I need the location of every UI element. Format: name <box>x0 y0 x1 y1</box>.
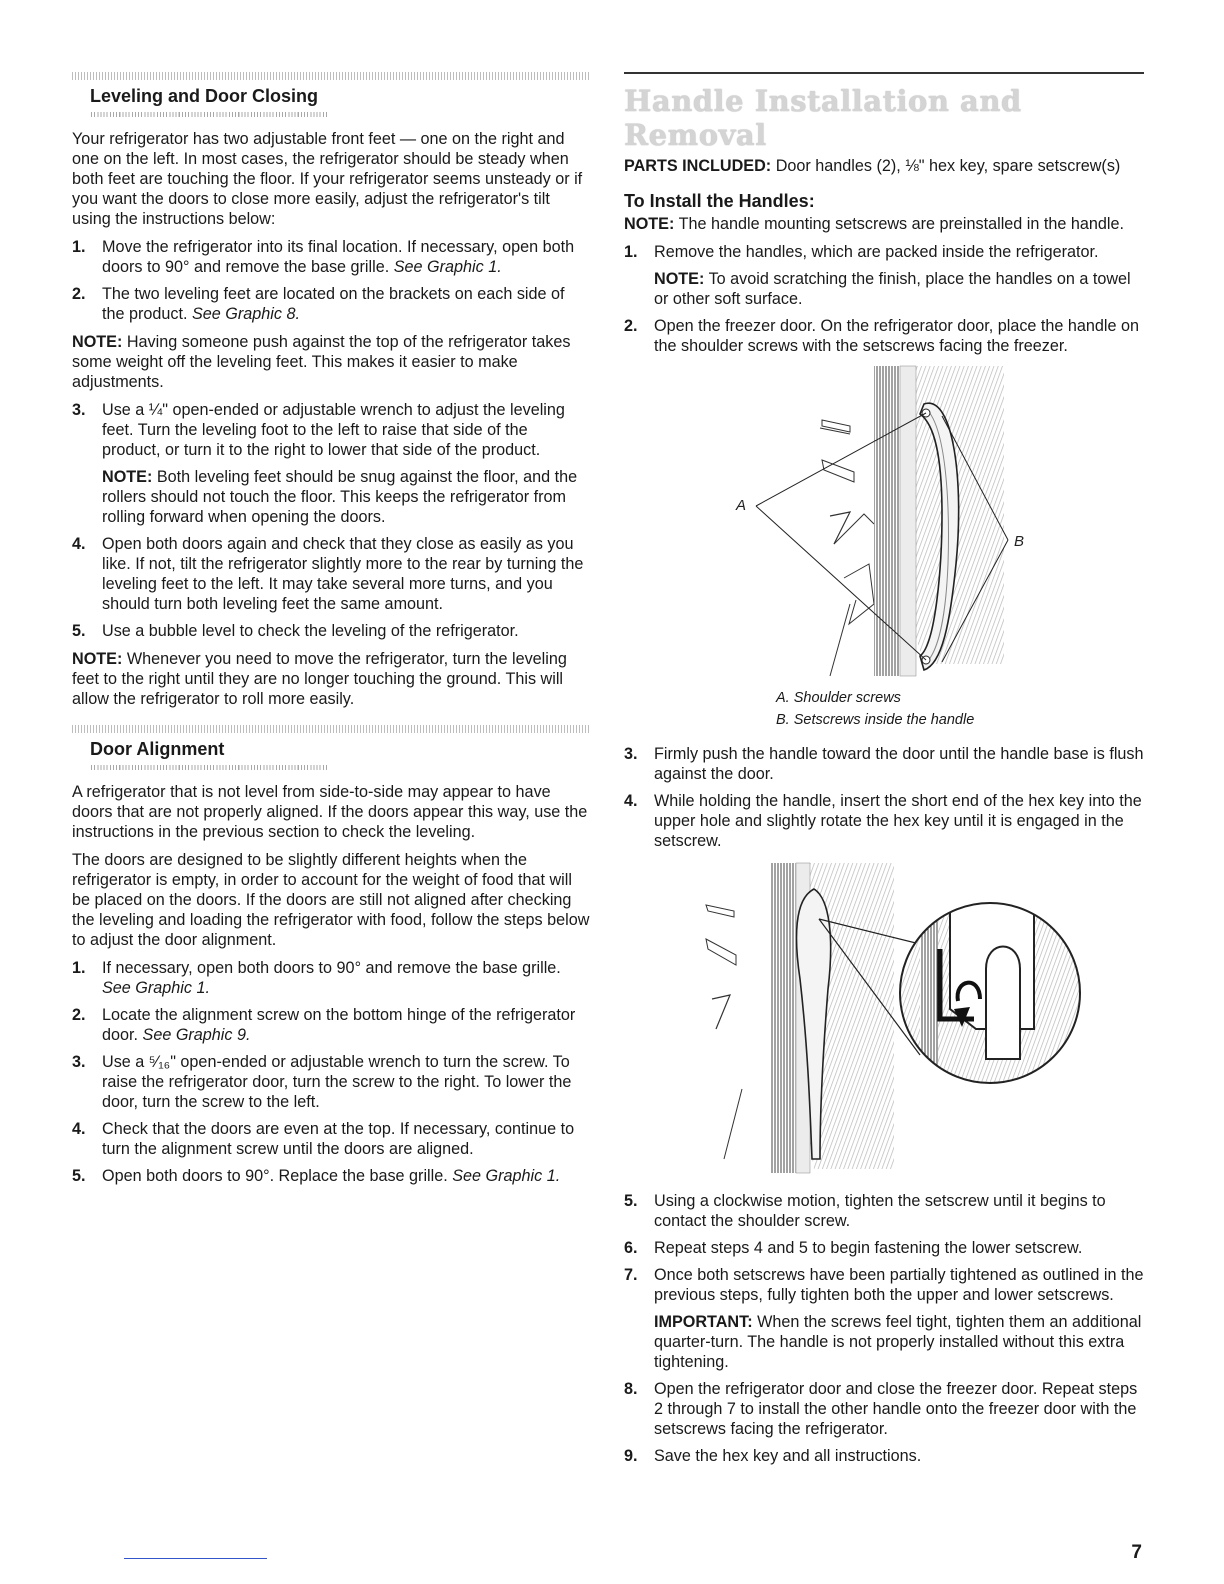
list-item: 1. If necessary, open both doors to 90° and remove the base grille. See Graphic 1. <box>72 959 561 997</box>
list-item: 1. Move the refrigerator into its final location. If necessary, open both doors to 90° and remove the base grille. See Graphic 1. <box>72 238 575 276</box>
leveling-note-1: NOTE: Having someone push against the top of the refrigerator takes some weight off the leveling feet. This makes it easier to make adjustments. <box>72 333 571 391</box>
page-title: Handle Installation and Removal <box>624 72 1144 152</box>
left-column <box>72 72 590 1194</box>
list-item: 4. Check that the doors are even at the top. If necessary, continue to turn the alignment screw until the doors are aligned. <box>72 1120 575 1158</box>
list-item: 3. Use a ¼" open-ended or adjustable wrench to adjust the leveling feet. Turn the leveling foot to the left to raise that side of the product, or turn it to the right to lower that side of the product. NOTE: Both leveling feet should be snug against the floor, and the rollers should not touch the floor. This keeps the refrigerator from rolling forward when opening the doors. <box>72 400 590 527</box>
list-item: 6. Repeat steps 4 and 5 to begin fastening the lower setscrew. <box>624 1239 1083 1257</box>
list-item: 9. Save the hex key and all instructions. <box>624 1447 922 1465</box>
handle-figure-2 <box>624 859 1144 1179</box>
handle-illustration-1 <box>624 364 1144 686</box>
list-item: 5. Using a clockwise motion, tighten the setscrew until it begins to contact the shoulder screw. <box>624 1192 1106 1230</box>
list-item: 7. Once both setscrews have been partially tightened as outlined in the previous steps, fully tighten both the upper and lower setscrews. IMPORTANT: When the screws feel tight, tighten them an additional quarter-turn. The handle is not properly installed without this extra tightening. <box>624 1266 1144 1371</box>
list-item: 4. Open both doors again and check that they close as easily as you like. If not, tilt the refrigerator slightly more to the rear by turning the leveling feet to the left. It may take several more turns, and you should turn both leveling feet the same amount. <box>72 535 584 613</box>
install-steps-b <box>624 744 1144 851</box>
list-item: 2. Open the freezer door. On the refrigerator door, place the handle on the shoulder screws with the setscrews facing the freezer. <box>624 317 1140 355</box>
list-item: 8. Open the refrigerator door and close the freezer door. Repeat steps 2 through 7 to install the other handle onto the freezer door with the setscrews facing the refrigerator. <box>624 1380 1138 1438</box>
step-note: IMPORTANT: When the screws feel tight, tighten them an additional quarter-turn. The handle is not properly installed without this extra tightening. <box>654 1313 1142 1371</box>
step-note: NOTE: To avoid scratching the finish, place the handles on a towel or other soft surface. <box>654 270 1131 308</box>
section-divider <box>72 725 590 733</box>
label-a: A <box>736 497 747 514</box>
install-steps-c <box>624 1191 1144 1466</box>
list-item: 3. Use a ⁵⁄₁₆" open-ended or adjustable wrench to turn the screw. To raise the refrigerator door, turn the screw to the right. To lower the door, turn the screw to the left. <box>72 1053 572 1111</box>
install-heading: To Install the Handles: <box>624 191 815 211</box>
list-item: 5. Open both doors to 90°. Replace the base grille. See Graphic 1. <box>72 1167 561 1185</box>
list-item: 2. Locate the alignment screw on the bottom hinge of the refrigerator door. See Graphic 9. <box>72 1006 576 1044</box>
list-item: 5. Use a bubble level to check the leveling of the refrigerator. <box>72 622 519 640</box>
right-column <box>624 72 1144 1474</box>
leveling-note-2: NOTE: Whenever you need to move the refrigerator, turn the leveling feet to the right until they are no longer touching the ground. This will allow the refrigerator to roll more easily. <box>72 650 567 708</box>
list-item: 4. While holding the handle, insert the short end of the hex key into the upper hole and slightly rotate the hex key until it is engaged in the setscrew. <box>624 792 1142 850</box>
footer-rule <box>124 1558 267 1559</box>
leveling-heading: Leveling and Door Closing <box>90 86 319 106</box>
list-item: 3. Firmly push the handle toward the door until the handle base is flush against the door. <box>624 745 1144 783</box>
leveling-intro: Your refrigerator has two adjustable front feet — one on the right and one on the left. In most cases, the refrigerator should be steady when both feet are touching the floor. If your refrigerator seems unsteady or if you want the doors to close more easily, adjust the refrigerator's tilt using the instructions below: <box>72 130 583 228</box>
parts-included: PARTS INCLUDED: Door handles (2), ⅛" hex key, spare setscrew(s) <box>624 157 1121 175</box>
label-b: B <box>1014 533 1025 550</box>
alignment-steps <box>72 958 590 1186</box>
install-steps-a <box>624 242 1144 356</box>
install-note: NOTE: The handle mounting setscrews are preinstalled in the handle. <box>624 215 1125 233</box>
list-item: 2. The two leveling feet are located on the brackets on each side of the product. See Graphic 8. <box>72 285 565 323</box>
page-number: 7 <box>1131 1542 1142 1563</box>
alignment-p2: The doors are designed to be slightly different heights when the refrigerator is empty, in order to account for the weight of food that will be placed on the doors. If the doors are still not aligned after checking the leveling and loading the refrigerator with food, follow the steps below to adjust the door alignment. <box>72 851 590 949</box>
leveling-steps-a <box>72 237 590 324</box>
figure-caption-b: B. Setscrews inside the handle <box>776 712 975 728</box>
figure-caption-a: A. Shoulder screws <box>776 690 901 706</box>
handle-illustration-2 <box>624 859 1144 1179</box>
step-note: NOTE: Both leveling feet should be snug against the floor, and the rollers should not touch the floor. This keeps the refrigerator from rolling forward when opening the doors. <box>102 468 578 526</box>
leveling-steps-b <box>72 400 590 641</box>
handle-figure-1 <box>624 364 1144 730</box>
alignment-p1: A refrigerator that is not level from side-to-side may appear to have doors that are not properly aligned. If the doors appear this way, use the instructions in the previous section to check the leveling. <box>72 783 588 841</box>
section-divider <box>72 72 590 80</box>
list-item: 1. Remove the handles, which are packed inside the refrigerator. NOTE: To avoid scratching the finish, place the handles on a towel or other soft surface. <box>624 242 1144 309</box>
alignment-heading: Door Alignment <box>90 739 225 759</box>
